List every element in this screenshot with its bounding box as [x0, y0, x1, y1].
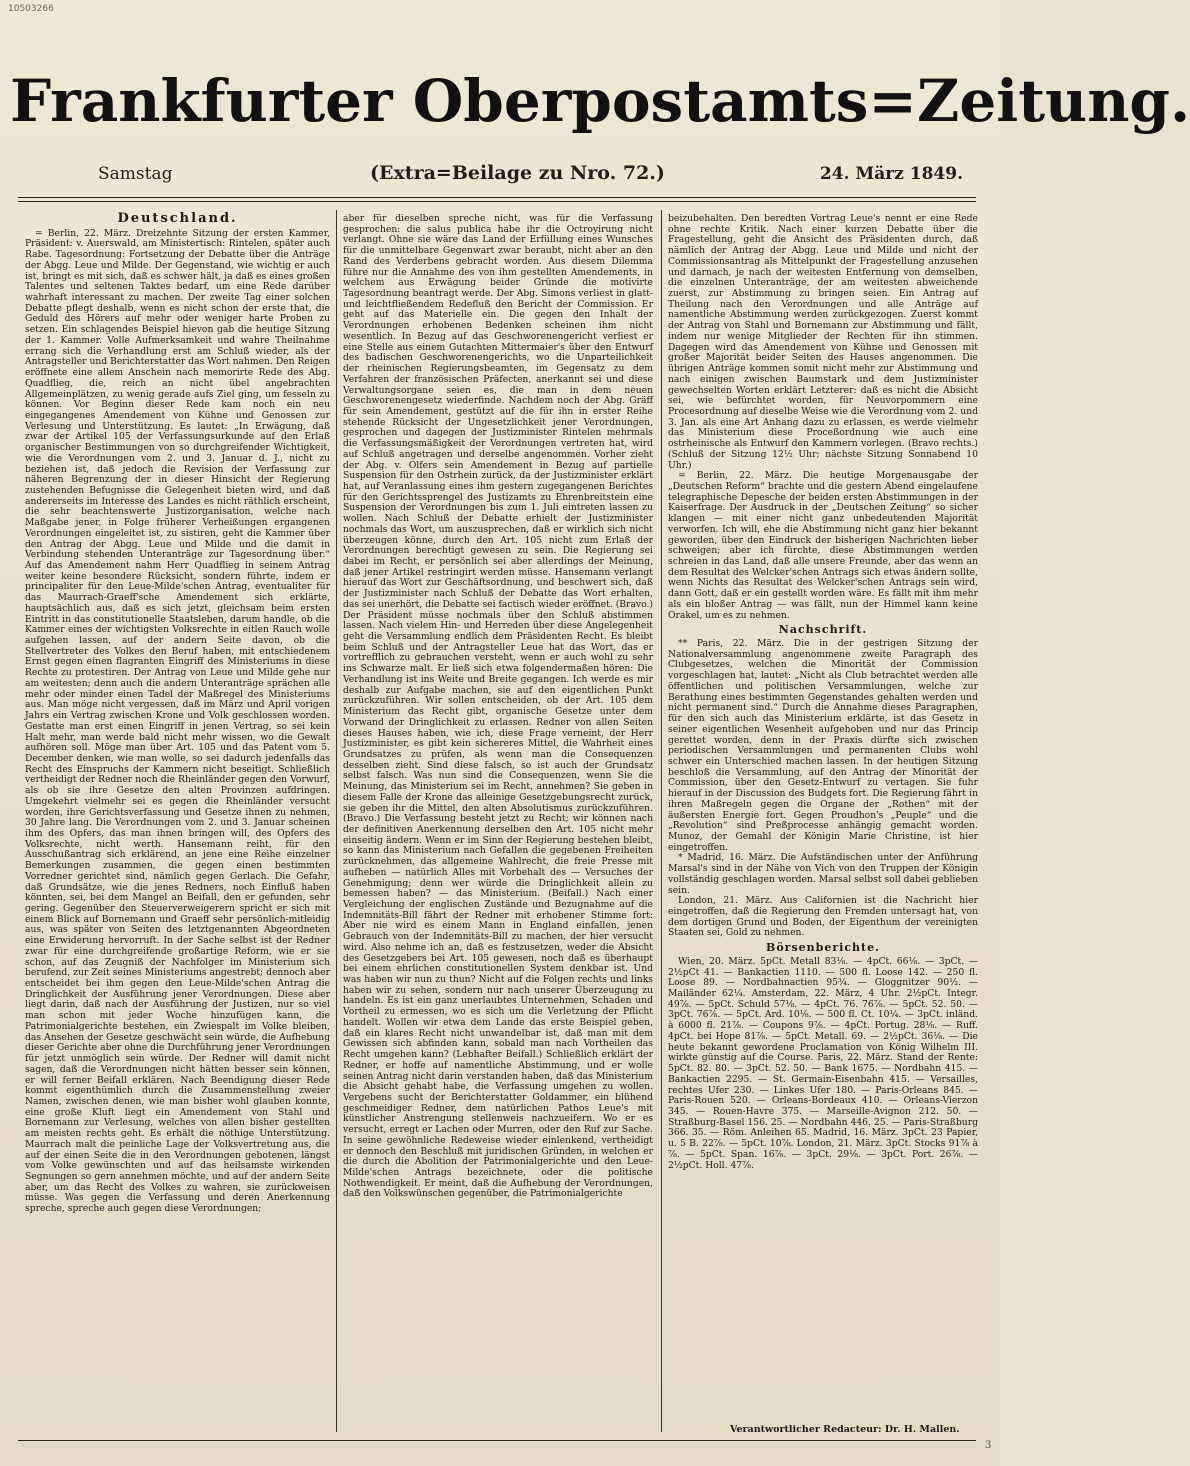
dateline-day: Samstag [98, 164, 173, 184]
section-heading-deutschland: Deutschland. [117, 211, 238, 226]
catalog-id: 10503266 [8, 4, 54, 14]
header-rule-top [18, 197, 976, 198]
article-london: London, 21. März. Aus Californien ist die Nachricht hier eingetroffen, daß die Regierung den Fremden untersagt hat, von dem dortigen Grund und Boden, der Eigenthum der vereinigten Staaten sei, Gold zu nehmen. [668, 895, 978, 939]
section-heading-boersen: Börsenberichte. [766, 941, 880, 955]
header-rule-bottom [18, 201, 976, 202]
article-berlin-1: = Berlin, 22. März. Dreizehnte Sitzung der ersten Kammer, Präsident: v. Auerswald, am Ministertisch: Rintelen, später auch Rabe. Tagesordnung: Fortsetzung der Debatte über die Anträge der Abgg. Leue und Milde. Der Gegenstand, wie wichtig er auch ist, bringt es mit sich, daß es schwer hält, ja daß es eines großen Talentes und seltenen Taktes bedarf, um eine Rede darüber wahrhaft interessant zu machen. Der zweite Tag einer solchen Debatte pflegt deshalb, wenn es nicht schon der erste that, die Geduld des Hörers auf mehr oder weniger harte Proben zu setzen. Ein schlagendes Beispiel hievon gab die heutige Sitzung der 1. Kammer. Volle Aufmerksamkeit und wahre Theilnahme errang sich die Verhandlung erst am Schluß wieder, als der Antragsteller und Berichterstatter das Wort nahmen. Den Reigen eröffnete eine allem Anschein nach memorirte Rede des Abg. Quadflieg, die, reich an nicht übel angebrachten Allgemeinplätzen, zu wenig gerade aufs Ziel ging, um fesseln zu können. Vor Beginn dieser Rede kam noch ein neu eingegangenes Amendement von Kühne und Genossen zur Verlesung und Unterstützung. Es lautet: „In Erwägung, daß zwar der Artikel 105 der Verfassungsurkunde auf den Erlaß organischer Bestimmungen von so durchgreifender Wichtigkeit, wie die Verordnungen vom 2. und 3. Januar d. J., nicht zu beziehen ist, daß jedoch die Revision der Verfassung zur näheren Begrenzung der in dieser Hinsicht der Regierung zustehenden Befugnisse die Gelegenheit bieten wird, und daß andererseits im Interesse des Landes es nicht räthlich erscheint, die sehr beachtenswerte Justizorganisation, welche nach Maßgabe jener, in Folge früherer Verheißungen ergangenen Verordnungen eingeleitet ist, zu sistiren, geht die Kammer über den Antrag der Abgg. Leue und Milde und die damit in Verbindung stehenden Unteranträge zur Tagesordnung über.“ Auf das Amendement nahm Herr Quadflieg in seinem Antrag weiter keine besondere Rücksicht, sondern führte, indem er principaliter für den Leue-Milde'schen Antrag, eventualiter für das Maurrach-Graeff'sche Amendement sich erklärte, hauptsächlich aus, daß es sich jetzt, gleichsam beim ersten Eintritt in das constitutionelle Staatsleben, darum handle, ob die Kammer eines der wichtigsten Volksrechte in eitlen Rauch wolle aufgehen lassen, auf der andern Seite davon, ob die Stellvertreter des Volkes den Beruf haben, mit entschiedenem Ernst gegen einen flagranten Eingriff des Ministeriums in diese Rechte zu protestiren. Der Antrag von Leue und Milde gehe nur am weitesten; denn auch die andern Unteranträge sprächen alle mehr oder minder einen Tadel der Maßregel des Ministeriums aus. Man möge nicht vergessen, daß im März und April vorigen Jahrs ein Vertrag zwischen Krone und Volk geschlossen worden. Gestatte man erst einen Eingriff in jenen Vertrag, so sei kein Halt mehr, man werde bald nicht mehr wissen, wo die Gewalt aufhören soll. Möge man über Art. 105 und das Patent vom 5. December denken, wie man wolle, so sei dadurch jedenfalls das Recht des Einspruchs der Kammern nicht beseitigt. Schließlich vertheidigt der Redner noch die Rheinländer gegen den Vorwurf, als ob sie ihre Gesetze den alten Provinzen aufdringen. Umgekehrt vielmehr sei es gegen die Rheinländer versucht worden, ihre Gerichtsverfassung und Gesetze ihnen zu nehmen, 30 Jahre lang. Die Verordnungen vom 2. und 3. Januar scheinen ihm des Opfers, das man ihnen bringen will, des Opfers des Volksrechte, nicht werth. Hansemann reiht, für den Ausschußantrag sich erklärend, an jene eine Reihe einzelner Bemerkungen zusammen, die gegen einen bestimmten Vorredner gerichtet sind, nämlich gegen Gerlach. Die Gefahr, daß Grundsätze, wie die jenes Redners, noch Einfluß haben könnten, sei, bei dem Mangel an Beifall, den er gefunden, sehr gering. Gegenüber den Steuerverweigerern spricht er sich mit einem Blick auf Bornemann und Graeff sehr persönlich-mitleidig aus, was später von Seiten des letztgenannten Abgeordneten eine Erwiderung hervorruft. In der Sache selbst ist der Redner zwar für eine durchgreifende großartige Reform, wie er sie schon, auf das Zeugniß der Nachfolger im Ministerium sich berufend, zur Zeit seines Ministeriums angestrebt; dennoch aber entscheidet bei ihm gegen den Leue-Milde'schen Antrag die Dringlichkeit der Ausführung jener Verordnungen. Diese aber liegt darin, daß nach der Ausführung der Justizen, nur so viel man schon mit jeder Woche hinzufügen kann, die Patrimonialgerichte bestehen, ein Zwiespalt im Volke bleiben, das Ansehen der Gesetze geschwächt sein würde, die Aufhebung dieser Gerichte aber ohne die Durchführung jener Verordnungen für jetzt unmöglich sein würde. Der Redner will damit nicht sagen, daß die Verordnungen nicht hätten besser sein können, er will ferner Beifall erklären. Nach Beendigung dieser Rede kommt eigenthümlich durch die Zusammenstellung zweier Namen, zwischen denen, wie man bisher wohl glauben konnte, eine große Kluft liegt ein Amendement von Stahl und Bornemann zur Verlesung, welches von allen bisher gestellten am meisten rechts geht. Es erhält die nöthige Unterstützung. Maurrach malt die peinliche Lage der Volksvertretung aus, die auf der einen Seite die in den Verordnungen gebotenen, längst vom Volke gewünschten und auf das heilsamste wirkenden Segnungen so gern annehmen möchte, und auf der andern Seite aber, um das Recht des Volkes zu wahren, sie zurückweisen müsse. Was gegen die Verfassung und deren Anerkennung spreche, spreche auch gegen diese Verordnungen; [25, 227, 330, 1215]
section-heading-nachschrift: Nachschrift. [778, 623, 868, 637]
column-divider-1 [336, 210, 337, 1432]
dateline [30, 160, 965, 190]
footer-rule [18, 1440, 976, 1441]
column-divider-2 [661, 210, 662, 1432]
masthead-title: Frankfurter Oberpostamts=Zeitung. [10, 67, 1190, 135]
dateline-extra: (Extra=Beilage zu Nro. 72.) [370, 162, 665, 184]
article-paris: ** Paris, 22. März. Die in der gestrigen Sitzung der Nationalversammlung angenommene zweite Paragraph des Clubgesetzes, welchen die Minorität der Commission vorgeschlagen hat, lautet: „Nicht als Club betrachtet werden alle öffentlichen und politischen Versammlungen, welche zur Berathung eines bestimmten Gegenstandes gehalten werden und nicht permanent sind.“ Durch die Annahme dieses Paragraphen, für den sich auch das Ministerium erklärte, ist das Gesetz in seiner eigentlichen Wesenheit aufgehoben und nur das Princip gerettet worden, denn in der Praxis dürfte sich zwischen periodischen Versammlungen und permanenten Clubs wohl schwer ein Unterschied machen lassen. In der heutigen Sitzung beschloß die Versammlung, auf den Antrag der Minorität der Commission, über den Gesetz-Entwurf zu vertagen. Sie fuhr hierauf in der Discussion des Budgets fort. Die Regierung fährt in ihren Maßregeln gegen die Organe der „Rothen“ mit der äußersten Energie fort. Gegen Proudhon's „Peuple“ und die „Revolution“ sind Preßprocesse anhängig gemacht worden. Munoz, der Gemahl der Königin Marie Christine, ist hier eingetroffen. [668, 638, 978, 853]
editor-line: Verantwortlicher Redacteur: Dr. H. Mallen. [730, 1424, 960, 1435]
dateline-date: 24. März 1849. [819, 164, 963, 184]
article-berlin-1-end: beizubehalten. Den beredten Vortrag Leue's nennt er eine Rede ohne rechte Kritik. Nach einer kurzen Debatte über die Fragestellung, geht die Ansicht des Präsidenten durch, daß nämlich der Antrag der Abgg. Leue und Milde und nicht der Commissionsantrag als Mittelpunkt der Fragestellung anzusehen und darnach, je nach der weitesten Entfernung von demselben, die einzelnen Unteranträge, der am weitesten abweichende zuerst, zur Abstimmung zu bringen seien. Ein Antrag auf Theilung nach den Verordnungen und alle Anträge auf namentliche Abstimmung werden zurückgezogen. Zuerst kommt der Antrag von Stahl und Bornemann zur Abstimmung und fällt, indem nur wenige Mitglieder der Rechten für ihn stimmen. Dagegen wird das Amendement von Kühne und Genossen mit großer Majorität beider Seiten des Hauses angenommen. Die übrigen Anträge kommen somit nicht mehr zur Abstimmung und nach einigen zwischen Baumstark und dem Justizminister gewechselten Worten erklärt Letzterer: daß es nicht die Absicht sei, wie befürchtet worden, für Neuvorpommern eine Procesordnung auf dieselbe Weise wie die Verordnung vom 2. und 3. Jan. als eine Art Anhang dazu zu erlassen, es werde vielmehr das Ministerium diese Proceßordnung wie auch eine ostrheinische als Entwurf den Kammern vorlegen. (Bravo rechts.) (Schluß der Sitzung 12½ Uhr; nächste Sitzung Sonnabend 10 Uhr.) [668, 213, 978, 471]
column-2 [343, 214, 653, 1436]
article-madrid: * Madrid, 16. März. Die Aufständischen unter der Anführung Marsal's sind in der Nähe von Vich von den Truppen der Königin vollständig geschlagen worden. Marsal selbst soll dabei geblieben sein. [668, 852, 978, 896]
article-berlin-1-continued: aber für dieselben spreche nicht, was für die Verfassung gesprochen: die salus publica habe ihr die Octroyirung nicht verlangt. Ohne sie wäre das Land der Erfüllung eines Wunsches für die unmittelbare Gegenwart zwar beraubt, nicht aber an den Rand des Verderbens gebracht worden. Aus diesem Dilemma führe nur die Annahme des von ihm gestellten Amendements, in welchem aus Erwägung beider Gründe die motivirte Tagesordnung beantragt werde. Der Abg. Simons verliest in glatt- und leichtfließendem Redefluß den Bericht der Commission. Er geht auf das Materielle ein. Die gegen den Inhalt der Verordnungen erhobenen Bedenken scheinen ihm nicht wesentlich. In Bezug auf das Geschworenengericht verliest er eine Stelle aus einem Gutachten Mittermaier's über den Entwurf des badischen Geschworenengerichts, wo die Unparteilichkeit der rheinischen Regierungsbeamten, im Gegensatz zu dem Verfahren der französischen Präfecten, anerkannt sei und diese Verwaltungsorgane seien es, die man in dem neuen Geschworenengesetz wiederfinde. Nachdem noch der Abg. Gräff für sein Amendement, gestützt auf die für ihn in erster Reihe stehende Rücksicht der Ungesetzlichkeit jener Verordnungen, gesprochen und dagegen der Justizminister Rintelen mehrmals die Verfassungsmäßigkeit der Verordnungen vertreten hat, wird auf Schluß angetragen und derselbe angenommen. Vorher zieht der Abg. v. Olfers sein Amendement in Bezug auf partielle Suspension für den Ostrhein zurück, da der Justizminister erklärt hat, auf Veranlassung eines ihm gestern zugegangenen Berichtes für den Gerichtssprengel des Justizamts zu Ehrenbreitstein eine Suspension der Verordnungen bis zum 1. Juli eintreten lassen zu wollen. Nach Schluß der Debatte erhielt der Justizminister nochmals das Wort, um auszusprechen, daß er wirklich sich nicht überzeugen könne, durch den Art. 105 nicht zum Erlaß der Verordnungen berechtigt gewesen zu sein. Die Regierung sei dabei im Recht, er persönlich sei aber allerdings der Meinung, daß jener Artikel restringirt werden müsse. Hansemann verlangt hierauf das Wort zur Geschäftsordnung, und beschwert sich, daß der Justizminister nach Schluß der Debatte das Wort erhalten, das sei unerhört, die Debatte sei factisch wieder eröffnet. (Bravo.) Der Präsident müsse nochmals über den Schluß abstimmen lassen. Nach vielem Hin- und Herreden über diese Angelegenheit geht die Versammlung endlich dem Präsidenten Recht. Es bleibt beim Schluß und der Antragsteller Leue hat das Wort, das er vortrefflich zu gebrauchen versteht, wenn er auch wohl zu sehr ins Schwarze malt. Er ließ sich etwa folgendermaßen hören: Die Verhandlung ist ins Weite und Breite gegangen. Ich werde es mir deshalb zur Aufgabe machen, sie auf den eigentlichen Punkt zurückzuführen. Wir sollen entscheiden, ob der Art. 105 dem Ministerium das Recht gibt, organische Gesetze unter dem Vorwand der Dringlichkeit zu erlassen. Redner von allen Seiten dieses Hauses haben, wie ich, diese Frage verneint, der Herr Justizminister, es gibt kein sichereres Mittel, die Wahrheit eines Grundsatzes zu prüfen, als wenn man die Consequenzen desselben zieht. Sind diese falsch, so ist auch der Grundsatz selbst falsch. Was nun sind die Consequenzen, wenn Sie die Meinung, das Ministerium sei im Recht, annehmen? Sie geben in diesem Falle der Krone das alleinige Gesetzgebungsrecht zurück, sie geben ihr die Mittel, den alten Absolutismus zurückzuführen. (Bravo.) Die Verfassung besteht jetzt zu Recht; wir können nach der definitiven Anerkennung derselben den Art. 105 nicht mehr einseitig ändern. Wenn er im Sinn der Regierung bestehen bleibt, so kann das Ministerium nach Gefallen die gegebenen Freiheiten zurücknehmen, das allgemeine Wahlrecht, die freie Presse mit aufheben — natürlich Alles mit Vorbehalt des — Versuches der Genehmigung; denn wer würde die Dringlichkeit allein zu bemessen haben? — das Ministerium. (Beifall.) Nach einer Vergleichung der englischen Zustände und Bezugnahme auf die Indemnitäts-Bill fährt der Redner mit erhobener Stimme fort: Aber nie wird es einem Mann in England einfallen, jenen Gebrauch von der Indemnitäts-Bill zu machen, der hier versucht wird. Also nehme ich an, daß es festzusetzen, weder die Absicht des Gesetzgebers bei Art. 105 gewesen, noch daß es überhaupt bei einem ehrlichen constitutionellen System denkbar ist. Und was haben wir nun zu thun? Nicht auf die Folgen rechts und links haben wir zu sehen, sondern nur nach unserer Überzeugung zu handeln. Es ist ein ganz unerlaubtes Unternehmen, Schaden und Vortheil zu ermessen, wo es sich um die Verletzung der Pflicht handelt. Wollen wir etwa dem Lande das erste Beispiel geben, daß ein klares Recht nicht unwandelbar ist, daß man mit dem Gewissen sich abfinden kann, sobald man nach Vortheilen das Recht umgehen kann? (Lebhafter Beifall.) Schließlich erklärt der Redner, er hoffe auf namentliche Abstimmung, und er wolle seinen Antrag nicht darin verstanden haben, daß das Ministerium die Absicht gehabt habe, die Verfassung umgehen zu wollen. Vergebens sucht der Berichterstatter Goldammer, ein blühend geschmeidiger Redner, dem natürlichen Pathos Leue's mit künstlicher Anstrengung stellenweis nachzueifern. Wo er es versucht, erregt er Lachen oder Murren, oder den Ruf zur Sache. In seine gewöhnliche Redeweise wieder einlenkend, vertheidigt er dennoch den Beschluß mit juridischen Gründen, in welchen er die durch die Abolition der Patrimonialgerichte und den Leue-Milde'schen Antrags bezeichnete, oder die politische Nothwendigkeit. Er meint, daß die Aufhebung der Verordnungen, daß den Volkswünschen gegenüber, die Patrimonialgerichte [343, 213, 653, 1200]
article-berlin-2: = Berlin, 22. März. Die heutige Morgenausgabe der „Deutschen Reform“ brachte und die gestern Abend eingelaufene telegraphische Depesche der beiden ersten Abstimmungen in der Kaiserfrage. Der Ausdruck in der „Deutschen Zeitung“ so sicher klangen — mit einer nicht ganz unbedeutenden Majorität verworfen. Ich will, ehe die Abstimmung nicht ganz hier bekannt geworden, über den Eindruck der bisherigen Nachrichten lieber schweigen; aber ich fürchte, diese Abstimmungen werden schreien in das Land, daß alle unsere Freunde, aber das wenn an dem Resultat des Welcker'schen Antrags sich etwas ändern sollte, wenn Nichts das Resultat des Welcker'schen Antrags sein wird, dann Gott, daß er ein gestellt worden wäre. Es fällt mit ihm mehr als ein bloßer Antrag — was fällt, nun der Himmel kann keine Orakel, um es zu nehmen. [668, 470, 978, 621]
stock-reports: Wien, 20. März. 5pCt. Metall 83⅛. — 4pCt. 66⅛. — 3pCt. — 2½pCt 41. — Bankactien 1110. — 500 fl. Loose 142. — 250 fl. Loose 89. — Nordbahnactien 95¾. — Gloggnitzer 90½. — Mailänder 62¼. Amsterdam, 22. März, 4 Uhr. 2½pCt. Integr. 49⅞. — 5pCt. Schuld 57⅛. — 4pCt. 76. 76⅞. — 5pCt. 52. 50. — 3pCt. 76⅞. — 5pCt. Ard. 10⅛. — 500 fl. Ct. 10¼. — 3pCt. inländ. à 6000 fl. 21⅞. — Coupons 9⅞. — 4pCt. Portug. 28⅛. — Ruff. 4pCt. bei Hope 81⅞. — 5pCt. Metall. 69. — 2½pCt. 36⅛. — Die heute bekannt gewordene Proclamation von König Wilhelm III. wirkte günstig auf die Course. Paris, 22. März. Stand der Rente: 5pCt. 82. 80. — 3pCt. 52. 50. — Bank 1675. — Nordbahn 415. — Bankactien 2295. — St. Germain-Eisenbahn 415. — Versailles, rechtes Ufer 230. — Linkes Ufer 180. — Paris-Orleans 845. — Paris-Rouen 520. — Orleans-Bordeaux 410. — Orleans-Vierzon 345. — Rouen-Havre 375. — Marseille-Avignon 212. 50. — Straßburg-Basel 156. 25. — Nordbahn 446. 25. — Paris-Straßburg 366. 35. — Röm. Anleihen 65. Madrid, 16. März. 3pCt. 23 Papier, u. 5 B. 22⅞. — 5pCt. 10⅞. London, 21. März. 3pCt. Stocks 91⅞ à ⅞. — 5pCt. Span. 16⅞. — 3pCt. 29⅛. — 3pCt. Port. 26⅞. — 2½pCt. Holl. 47⅞. [668, 955, 978, 1171]
column-1 [25, 211, 330, 1436]
column-3 [668, 214, 978, 1436]
edge-mark: 3 [985, 1440, 992, 1451]
